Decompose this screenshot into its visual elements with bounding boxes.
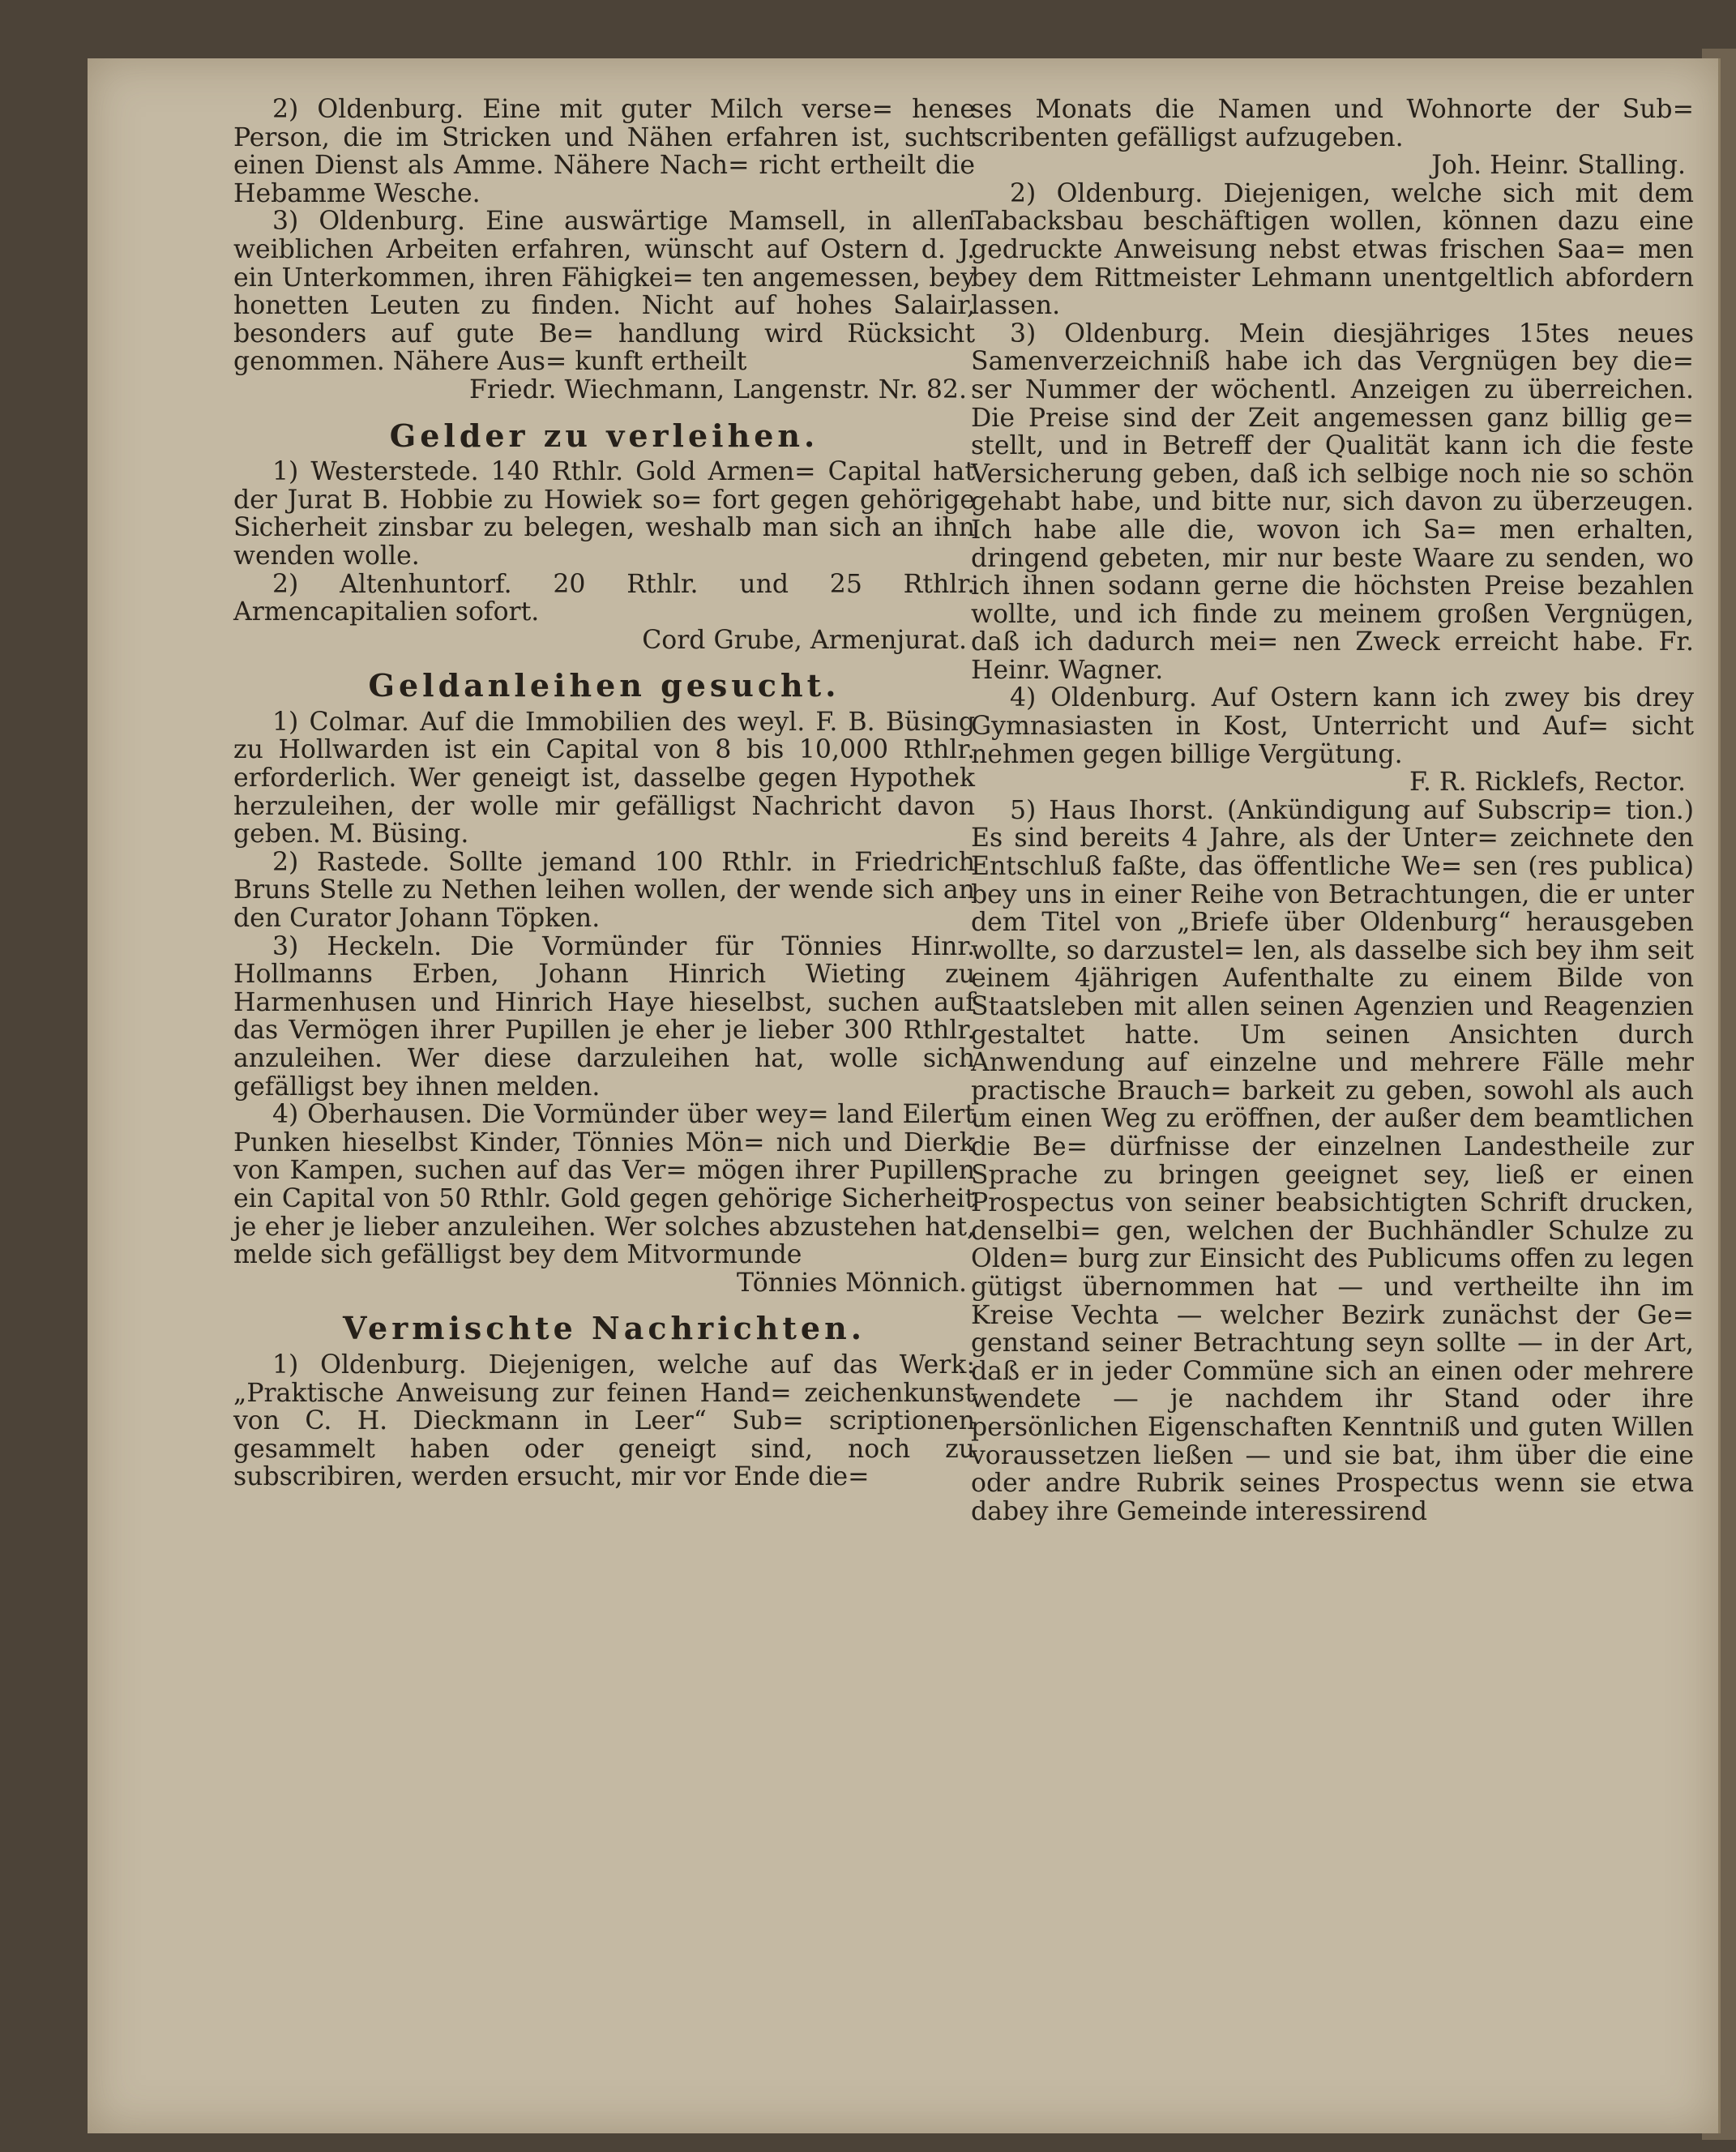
signature-line: F. R. Ricklefs, Rector.: [1409, 768, 1686, 798]
signature-line: Joh. Heinr. Stalling.: [1431, 151, 1686, 181]
notice-paragraph: 2) Rastede. Sollte jemand 100 Rthlr. in Friedrich Bruns Stelle zu Nethen leihen wollen, der wende sich an den Curator Johann Töpken.: [233, 847, 975, 934]
notice-paragraph: 4) Oldenburg. Auf Ostern kann ich zwey bis drey Gymnasiasten in Kost, Unterricht und Auf= sicht nehmen gegen billige Vergütung.: [971, 683, 1694, 769]
notice-paragraph: 2) Oldenburg. Diejenigen, welche sich mit dem Tabacksbau beschäftigen wollen, können dazu eine gedruckte Anweisung nebst etwas frischen Saa= men bey dem Rittmeister Lehmann unentgeltlich abfordern lassen.: [971, 178, 1694, 321]
notice-paragraph: 1) Colmar. Auf die Immobilien des weyl. F. B. Büsing zu Hollwarden ist ein Capital von 8 bis 10,000 Rthlr. erforderlich. Wer geneigt ist, dasselbe gegen Hypothek herzuleihen, der wolle mir gefälligst Nachricht davon geben. M. Büsing.: [233, 707, 975, 849]
notice-paragraph: 5) Haus Ihorst. (Ankündigung auf Subscrip= tion.) Es sind bereits 4 Jahre, als der Unter= zeichnete den Entschluß faßte, das öffentliche We= sen (res publica) bey uns in einer Reihe von Betrachtungen, die er unter dem Titel von „Briefe über Oldenburg“ herausgeben wollte, so darzustel= len, als dasselbe sich bey ihm seit einem 4jährigen Aufenthalte zu einem Bilde von Staatsleben mit allen seinen Agenzien und Reagenzien gestaltet hatte. Um seinen Ansichten durch Anwendung auf einzelne und mehrere Fälle mehr practische Brauch= barkeit zu geben, sowohl als auch um einen Weg zu eröffnen, der außer dem beamtlichen die Be= dürfnisse der einzelnen Landestheile zur Sprache zu bringen geeignet sey, ließ er einen Prospectus von seiner beabsichtigten Schrift drucken, denselbi= gen, welchen der Buchhändler Schulze zu Olden= burg zur Einsicht des Publicums offen zu legen gütigst übernommen hat — und vertheilte ihn im Kreise Vechta — welcher Bezirk zunächst der Ge= genstand seiner Betrachtung seyn sollte — in der Art, daß er in jeder Commüne sich an einen oder mehrere wendete — je nachdem ihr Stand oder ihre persönlichen Eigenschaften Kenntniß und guten Willen voraussetzen ließen — und sie bat, ihm über die eine oder andre Rubrik seines Prospectus wenn sie etwa dabey ihre Gemeinde interessirend: [971, 795, 1694, 1526]
signature-line: Friedr. Wiechmann, Langenstr. Nr. 82.: [469, 374, 967, 404]
section-heading: Vermischte Nachrichten.: [343, 1310, 866, 1347]
notice-paragraph: 1) Oldenburg. Diejenigen, welche auf das Werk: „Praktische Anweisung zur feinen Hand= zeichenkunst von C. H. Dieckmann in Leer“ Sub= scriptionen gesammelt haben oder geneigt sind, noch zu subscribiren, werden ersucht, mir vor Ende die=: [233, 1350, 975, 1492]
section-heading: Geldanleihen gesucht.: [368, 667, 840, 704]
signature-line: Tönnies Mönnich.: [736, 1268, 967, 1298]
notice-paragraph: 3) Oldenburg. Mein diesjähriges 15tes neues Samenverzeichniß habe ich das Vergnügen bey die= ser Nummer der wöchentl. Anzeigen zu überreichen. Die Preise sind der Zeit angemessen ganz billig ge= stellt, und in Betreff der Qualität kann ich die feste Versicherung geben, daß ich selbige noch nie so schön gehabt habe, und bitte nur, sich davon zu überzeugen. Ich habe alle die, wovon ich Sa= men erhalten, dringend gebeten, mir nur beste Waare zu senden, wo ich ihnen sodann gerne die höchsten Preise bezahlen wollte, und ich finde zu meinem großen Vergnügen, daß ich dadurch mei= nen Zweck erreicht habe. Fr. Heinr. Wagner.: [971, 319, 1694, 685]
notice-paragraph: 1) Westerstede. 140 Rthlr. Gold Armen= Capital hat der Jurat B. Hobbie zu Howiek so= fort gegen gehörige Sicherheit zinsbar zu belegen, weshalb man sich an ihn wenden wolle.: [233, 457, 975, 571]
section-heading: Gelder zu verleihen.: [389, 417, 819, 454]
signature-line: Cord Grube, Armenjurat.: [642, 625, 967, 655]
notice-paragraph: 4) Oberhausen. Die Vormünder über wey= land Eilert Punken hieselbst Kinder, Tönnies Mön= nich und Dierk von Kampen, suchen auf das Ver= mögen ihrer Pupillen ein Capital von 50 Rthlr. Gold gegen gehörige Sicherheit je eher je lieber anzuleihen. Wer solches abzustehen hat, melde sich gefälligst bey dem Mitvormunde: [233, 1100, 975, 1270]
notice-paragraph: ses Monats die Namen und Wohnorte der Sub= scribenten gefälligst aufzugeben.: [971, 95, 1694, 152]
notice-paragraph: 2) Altenhuntorf. 20 Rthlr. und 25 Rthlr. Armencapitalien sofort.: [233, 569, 975, 627]
notice-paragraph: 2) Oldenburg. Eine mit guter Milch verse= hene Person, die im Stricken und Nähen erfahren ist, sucht einen Dienst als Amme. Nähere Nach= richt ertheilt die Hebamme Wesche.: [233, 95, 975, 208]
left-column: [233, 96, 975, 1491]
notice-paragraph: 3) Oldenburg. Eine auswärtige Mamsell, in allen weiblichen Arbeiten erfahren, wünscht auf Ostern d. J. ein Unterkommen, ihren Fähigkei= ten angemessen, bey honetten Leuten zu finden. Nicht auf hohes Salair, besonders auf gute Be= handlung wird Rücksicht genommen. Nähere Aus= kunft ertheilt: [233, 207, 975, 377]
notice-paragraph: 3) Heckeln. Die Vormünder für Tönnies Hinr. Hollmanns Erben, Johann Hinrich Wieting zu Harmenhusen und Hinrich Haye hieselbst, suchen auf das Vermögen ihrer Pupillen je eher je lieber 300 Rthlr. anzuleihen. Wer diese darzuleihen hat, wolle sich gefälligst bey ihnen melden.: [233, 931, 975, 1102]
right-column: [971, 96, 1694, 1525]
